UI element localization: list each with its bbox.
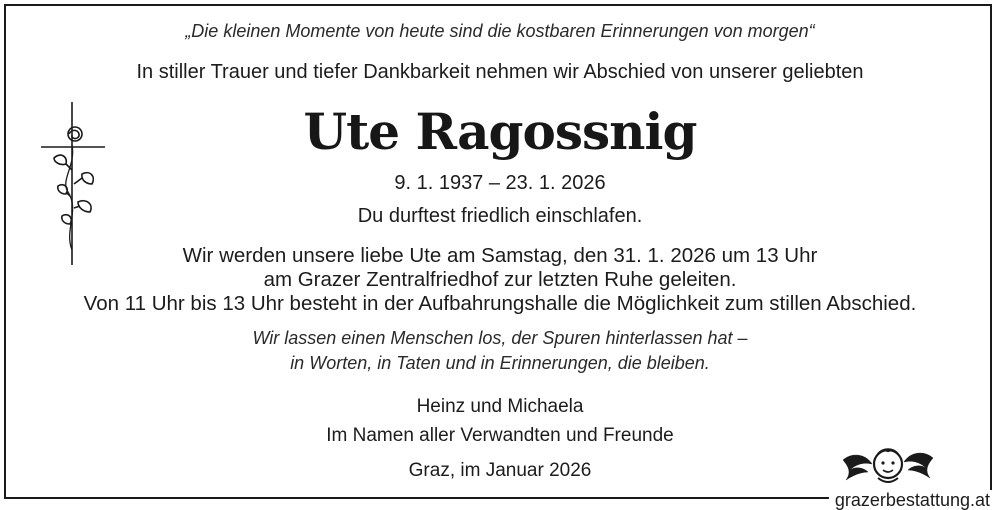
life-dates: 9. 1. 1937 – 23. 1. 2026 bbox=[394, 172, 606, 194]
website-link[interactable]: grazerbestattung.at bbox=[829, 490, 996, 510]
quote-line-1: Wir lassen einen Menschen los, der Spuren hinterlassen hat – bbox=[252, 328, 748, 348]
funeral-text-line-3: Von 11 Uhr bis 13 Uhr besteht in der Aufbahrungshalle die Möglichkeit zum stillen Abschied. bbox=[83, 292, 917, 315]
peaceful-text: Du durftest friedlich einschlafen. bbox=[357, 205, 643, 227]
signature-relatives: Im Namen aller Verwandten und Freunde bbox=[326, 425, 674, 446]
deceased-name: Ute Ragossnig bbox=[303, 102, 697, 161]
funeral-text-line-2: am Grazer Zentralfriedhof zur letzten Ruhe geleiten. bbox=[263, 268, 737, 291]
notice-intro: In stiller Trauer und tiefer Dankbarkeit nehmen wir Abschied von unserer geliebten bbox=[136, 61, 864, 83]
signature-names: Heinz und Michaela bbox=[416, 396, 584, 417]
angel-logo-icon bbox=[838, 442, 938, 488]
funeral-text-line-1: Wir werden unsere liebe Ute am Samstag, den 31. 1. 2026 um 13 Uhr bbox=[182, 244, 818, 267]
notice-motto: „Die kleinen Momente von heute sind die kostbaren Erinnerungen von morgen“ bbox=[185, 21, 815, 41]
quote-line-2: in Worten, in Taten und in Erinnerungen, die bleiben. bbox=[290, 353, 710, 373]
place-and-date: Graz, im Januar 2026 bbox=[408, 460, 592, 481]
